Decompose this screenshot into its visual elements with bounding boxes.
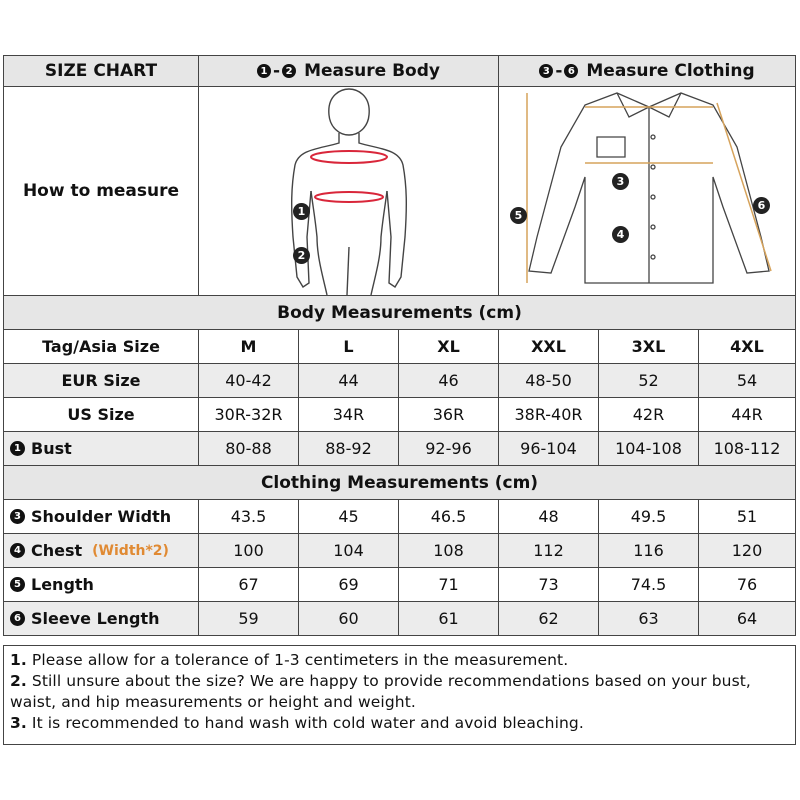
- clothing-measurements-title: Clothing Measurements (cm): [3, 465, 796, 500]
- table-cell: 36R: [398, 397, 499, 432]
- table-cell: 43.5: [198, 499, 299, 534]
- table-cell: 116: [598, 533, 699, 568]
- tag-size-label: Tag/Asia Size: [3, 329, 199, 364]
- marker-2-icon: 2: [293, 247, 310, 264]
- table-cell: 67: [198, 567, 299, 602]
- number-3-icon: 3: [539, 64, 553, 78]
- number-5-icon: 5: [10, 577, 25, 592]
- marker-4-icon: 4: [612, 226, 629, 243]
- table-cell: 51: [698, 499, 796, 534]
- measure-body-header: 1 - 2 Measure Body: [198, 55, 499, 87]
- marker-3-icon: 3: [612, 173, 629, 190]
- table-cell: 120: [698, 533, 796, 568]
- number-1-icon: 1: [257, 64, 271, 78]
- note-item: 3. It is recommended to hand wash with cold water and avoid bleaching.: [10, 714, 584, 732]
- table-cell: 34R: [298, 397, 399, 432]
- table-cell: 40-42: [198, 363, 299, 398]
- table-cell: 104-108: [598, 431, 699, 466]
- body-measurements-title: Body Measurements (cm): [3, 295, 796, 330]
- table-cell: 61: [398, 601, 499, 636]
- table-cell: 44R: [698, 397, 796, 432]
- bust-label: 1 Bust: [3, 431, 199, 466]
- size-header-l: L: [298, 329, 399, 364]
- marker-1-icon: 1: [293, 203, 310, 220]
- number-1-icon: 1: [10, 441, 25, 456]
- chest-width-note: (Width*2): [92, 542, 169, 559]
- measure-clothing-label: Measure Clothing: [586, 61, 755, 81]
- how-to-measure-label: How to measure: [3, 86, 199, 296]
- number-2-icon: 2: [282, 64, 296, 78]
- sleeve-length-label: 6 Sleeve Length: [3, 601, 199, 636]
- note-item: 1. Please allow for a tolerance of 1-3 centimeters in the measurement.: [10, 651, 569, 669]
- table-cell: 42R: [598, 397, 699, 432]
- number-4-icon: 4: [10, 543, 25, 558]
- table-cell: 76: [698, 567, 796, 602]
- table-cell: 73: [498, 567, 599, 602]
- table-cell: 108: [398, 533, 499, 568]
- table-cell: 96-104: [498, 431, 599, 466]
- table-cell: 74.5: [598, 567, 699, 602]
- number-6-icon: 6: [564, 64, 578, 78]
- table-cell: 38R-40R: [498, 397, 599, 432]
- table-cell: 48: [498, 499, 599, 534]
- size-header-xxl: XXL: [498, 329, 599, 364]
- size-header-m: M: [198, 329, 299, 364]
- table-cell: 48-50: [498, 363, 599, 398]
- table-cell: 59: [198, 601, 299, 636]
- measure-clothing-header: 3 - 6 Measure Clothing: [498, 55, 796, 87]
- table-cell: 88-92: [298, 431, 399, 466]
- size-header-4xl: 4XL: [698, 329, 796, 364]
- us-size-label: US Size: [3, 397, 199, 432]
- shirt-diagram-icon: [499, 87, 795, 295]
- number-3-icon: 3: [10, 509, 25, 524]
- table-cell: 45: [298, 499, 399, 534]
- table-cell: 62: [498, 601, 599, 636]
- size-header-3xl: 3XL: [598, 329, 699, 364]
- size-chart-title: SIZE CHART: [3, 55, 199, 87]
- note-item: 2. Still unsure about the size? We are happy to provide recommendations based on your bust, waist, and hip measurements or height and weight.: [10, 672, 751, 711]
- table-cell: 52: [598, 363, 699, 398]
- marker-5-icon: 5: [510, 207, 527, 224]
- table-cell: 44: [298, 363, 399, 398]
- table-cell: 108-112: [698, 431, 796, 466]
- table-cell: 46: [398, 363, 499, 398]
- table-cell: 112: [498, 533, 599, 568]
- table-cell: 63: [598, 601, 699, 636]
- eur-size-label: EUR Size: [3, 363, 199, 398]
- body-figure-cell: [198, 86, 499, 296]
- table-cell: 92-96: [398, 431, 499, 466]
- chest-label: 4 Chest (Width*2): [3, 533, 199, 568]
- table-cell: 104: [298, 533, 399, 568]
- body-silhouette-icon: [199, 87, 498, 295]
- table-cell: 60: [298, 601, 399, 636]
- marker-6-icon: 6: [753, 197, 770, 214]
- number-6-icon: 6: [10, 611, 25, 626]
- table-cell: 49.5: [598, 499, 699, 534]
- table-cell: 54: [698, 363, 796, 398]
- size-header-xl: XL: [398, 329, 499, 364]
- table-cell: 69: [298, 567, 399, 602]
- table-cell: 80-88: [198, 431, 299, 466]
- table-cell: 30R-32R: [198, 397, 299, 432]
- shirt-figure-cell: [498, 86, 796, 296]
- size-chart-table: [3, 55, 796, 745]
- table-cell: 64: [698, 601, 796, 636]
- table-cell: 46.5: [398, 499, 499, 534]
- table-cell: 100: [198, 533, 299, 568]
- measure-body-label: Measure Body: [304, 61, 440, 81]
- shoulder-width-label: 3 Shoulder Width: [3, 499, 199, 534]
- length-label: 5 Length: [3, 567, 199, 602]
- notes-box: [3, 645, 796, 745]
- table-cell: 71: [398, 567, 499, 602]
